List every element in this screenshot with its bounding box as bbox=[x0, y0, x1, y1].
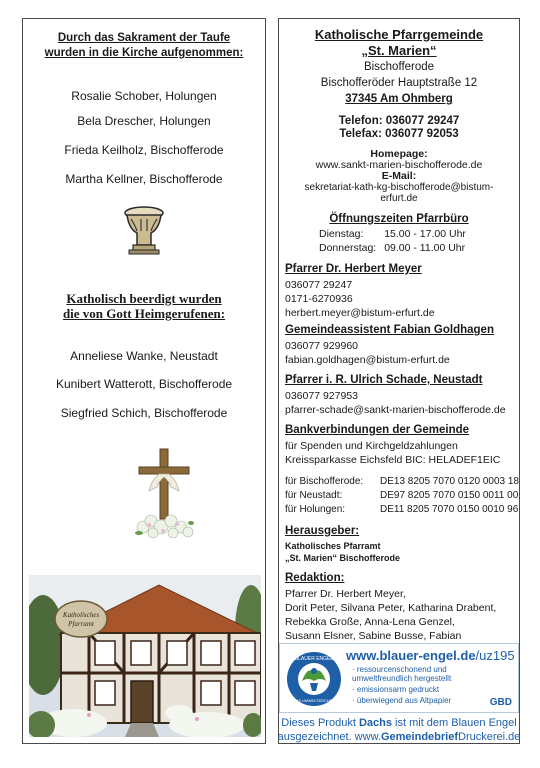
retired-pastor-heading: Pfarrer i. R. Ulrich Schade, Neustadt bbox=[285, 374, 483, 386]
hours-heading: Öffnungszeiten Pfarrbüro bbox=[329, 213, 469, 225]
blue-angel-label bbox=[279, 643, 519, 713]
bank-row: für Neustadt: DE97 8205 7070 0150 0011 00 bbox=[285, 490, 519, 501]
phone: Telefon: 036077 29247 bbox=[338, 115, 460, 127]
parish-house-photo bbox=[29, 575, 261, 737]
funeral-entry: Anneliese Wanke, Neustadt bbox=[70, 349, 218, 363]
baptism-entry: Martha Kellner, Bischofferode bbox=[65, 172, 223, 186]
street: Bischofferöder Hauptstraße 12 bbox=[320, 77, 478, 89]
bank-row: für Holungen: DE11 8205 7070 0150 0010 96 bbox=[285, 504, 519, 515]
hours-row: Dienstag: 15.00 - 17.00 Uhr bbox=[319, 228, 466, 240]
left-panel bbox=[22, 18, 266, 744]
publisher-heading: Herausgeber: bbox=[285, 525, 360, 537]
angel-bullet: · emissionsarm gedruckt bbox=[352, 685, 440, 694]
email-link[interactable]: sekretariat-kath-kg-bischofferode@bistum- erfurt.de bbox=[304, 182, 494, 204]
blue-angel-logo-icon bbox=[286, 651, 342, 707]
baptism-heading: Durch das Sakrament der Taufe wurden in die Kirche aufgenommen: bbox=[44, 32, 244, 59]
parish-name: Katholische Pfarrgemeinde „St. Marien“ bbox=[314, 27, 484, 58]
baptism-entry: Frieda Keilholz, Bischofferode bbox=[64, 143, 224, 157]
homepage-label: Homepage: bbox=[370, 148, 428, 160]
zip-city: 37345 Am Ohmberg bbox=[345, 93, 453, 105]
bank-accounts bbox=[285, 475, 519, 517]
funeral-entry: Kunibert Watterott, Bischofferode bbox=[55, 377, 233, 391]
editorial-team: Pfarrer Dr. Herbert Meyer, Dorit Peter, Silvana Peter, Katharina Drabent, Rebekka Große, Anna-Lena Genzel, Susann Elsner, Sabine Busse, Fabian bbox=[285, 588, 497, 642]
bank-row: für Bischofferode: DE13 8205 7070 0120 0003 18 bbox=[285, 476, 519, 487]
baptismal-font-icon bbox=[123, 205, 165, 255]
email-label: E-Mail: bbox=[381, 170, 417, 182]
baptism-entry: Bela Drescher, Holungen bbox=[77, 114, 211, 128]
angel-bullet: · ressourcenschonend und bbox=[352, 665, 447, 674]
homepage-link[interactable]: www.sankt-marien-bischofferode.de bbox=[315, 159, 483, 171]
house-sign-line: Pfarramt bbox=[68, 620, 94, 628]
footer-line[interactable]: ausgezeichnet. www.GemeindebriefDruckerei.de bbox=[277, 731, 521, 743]
hours-row: Donnerstag: 09.00 - 11.00 Uhr bbox=[319, 242, 466, 254]
cross-with-flowers-icon bbox=[133, 447, 195, 539]
publisher-info: Katholisches Pfarramt „St. Marien“ Bischofferode bbox=[285, 541, 401, 563]
bank-info: für Spenden und Kirchgeldzahlungen Kreissparkasse Eichsfeld BIC: HELADEF1EIC bbox=[285, 440, 501, 466]
assistant-contact: 036077 929960 fabian.goldhagen@bistum-erfurt.de bbox=[285, 340, 450, 366]
pastor-contact: 036077 29247 0171-6270936 herbert.meyer@bistum-erfurt.de bbox=[285, 279, 435, 319]
funeral-heading: Katholisch beerdigt wurden die von Gott Heimgerufenen: bbox=[62, 291, 226, 321]
baptism-entry: Rosalie Schober, Holungen bbox=[71, 89, 217, 103]
angel-bullet: umweltfreundlich hergestellt bbox=[352, 674, 452, 683]
house-sign-line: Katholisches bbox=[62, 611, 100, 619]
bank-heading: Bankverbindungen der Gemeinde bbox=[285, 424, 470, 436]
right-panel bbox=[278, 18, 520, 744]
editorial-heading: Redaktion: bbox=[285, 572, 345, 584]
gbd-mark: GBD bbox=[489, 697, 512, 708]
hours-table bbox=[315, 227, 470, 255]
footer-line: Dieses Produkt Dachs ist mit dem Blauen Engel bbox=[281, 717, 517, 729]
retired-pastor-contact: 036077 927953 pfarrer-schade@sankt-marien-bischofferode.de bbox=[285, 390, 506, 416]
assistant-heading: Gemeindeassistent Fabian Goldhagen bbox=[285, 324, 494, 336]
logo-bottom-text: DAS UMWELTZEICHEN bbox=[293, 699, 335, 703]
angel-bullet: · überwiegend aus Altpapier bbox=[352, 696, 452, 705]
blue-angel-url[interactable]: www.blauer-engel.de/uz195 bbox=[346, 648, 515, 663]
pastor-heading: Pfarrer Dr. Herbert Meyer bbox=[285, 263, 422, 275]
funeral-entry: Siegfried Schich, Bischofferode bbox=[60, 406, 228, 420]
town: Bischofferode bbox=[363, 61, 435, 73]
logo-top-text: BLAUER ENGEL bbox=[294, 656, 334, 662]
fax: Telefax: 036077 92053 bbox=[339, 128, 459, 140]
